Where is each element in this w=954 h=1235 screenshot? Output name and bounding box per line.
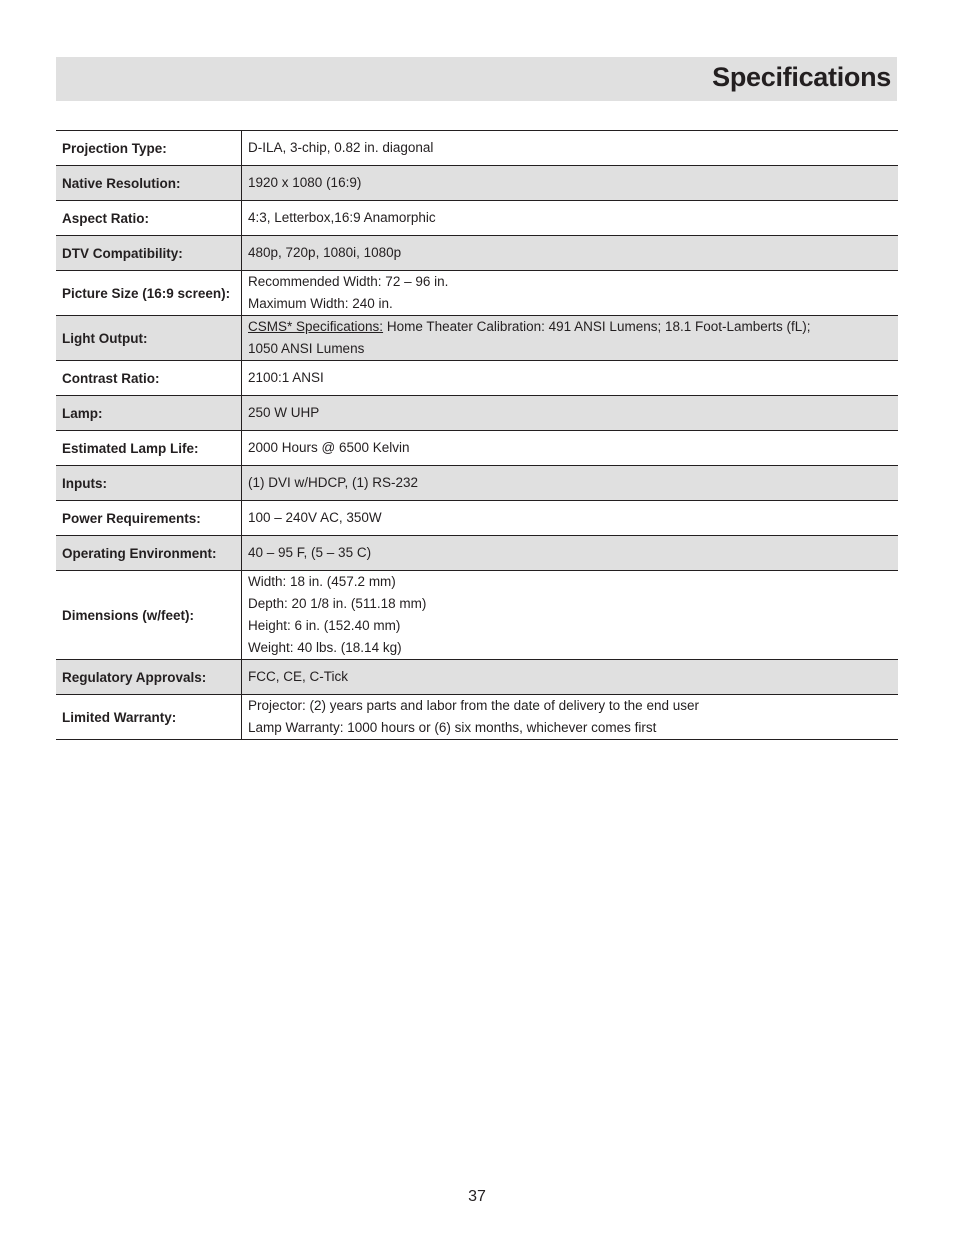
csms-specifications-label: CSMS* Specifications: — [248, 319, 384, 334]
spec-value-line: 2100:1 ANSI — [248, 370, 324, 385]
spec-value-line: 1050 ANSI Lumens — [248, 341, 365, 356]
spec-label: DTV Compatibility: — [56, 236, 242, 271]
spec-value — [242, 361, 899, 396]
spec-label: Operating Environment: — [56, 536, 242, 571]
table-row — [56, 431, 898, 466]
title-bar — [56, 57, 897, 101]
spec-value — [242, 201, 899, 236]
spec-value-line: Lamp Warranty: 1000 hours or (6) six months, whichever comes first — [248, 720, 657, 735]
spec-value — [242, 501, 899, 536]
specifications-table — [56, 130, 898, 740]
table-row — [56, 271, 898, 316]
table-row — [56, 660, 898, 695]
table-row — [56, 501, 898, 536]
table-row — [56, 466, 898, 501]
spec-value-line — [248, 316, 898, 338]
table-row — [56, 361, 898, 396]
spec-label: Light Output: — [56, 316, 242, 361]
spec-value-line: 100 – 240V AC, 350W — [248, 510, 382, 525]
spec-value-line: 40 – 95 F, (5 – 35 C) — [248, 545, 372, 560]
spec-value-line: Projector: (2) years parts and labor from the date of delivery to the end user — [248, 698, 699, 713]
spec-value — [242, 131, 899, 166]
table-row — [56, 571, 898, 660]
table-row — [56, 131, 898, 166]
spec-value — [242, 271, 899, 316]
spec-label: Power Requirements: — [56, 501, 242, 536]
spec-label: Regulatory Approvals: — [56, 660, 242, 695]
spec-value-line: (1) DVI w/HDCP, (1) RS-232 — [248, 475, 419, 490]
spec-label: Limited Warranty: — [56, 695, 242, 740]
table-row — [56, 166, 898, 201]
spec-value-line: Height: 6 in. (152.40 mm) — [248, 618, 401, 633]
table-row — [56, 695, 898, 740]
spec-value — [242, 571, 899, 660]
spec-value — [242, 396, 899, 431]
table-row — [56, 396, 898, 431]
table-row — [56, 536, 898, 571]
spec-value-line: 1920 x 1080 (16:9) — [248, 175, 362, 190]
spec-value-line: Width: 18 in. (457.2 mm) — [248, 574, 396, 589]
spec-label: Dimensions (w/feet): — [56, 571, 242, 660]
spec-value — [242, 536, 899, 571]
spec-label: Lamp: — [56, 396, 242, 431]
spec-value-line: 2000 Hours @ 6500 Kelvin — [248, 440, 410, 455]
table-row — [56, 316, 898, 361]
spec-value-line: 250 W UHP — [248, 405, 320, 420]
spec-value — [242, 166, 899, 201]
spec-value — [242, 695, 899, 740]
spec-value-line: Maximum Width: 240 in. — [248, 296, 393, 311]
spec-value-text: Home Theater Calibration: 491 ANSI Lumens; 18.1 Foot-Lamberts (fL); — [383, 319, 811, 334]
page-number: 37 — [468, 1188, 486, 1205]
spec-value-line: D-ILA, 3-chip, 0.82 in. diagonal — [248, 140, 434, 155]
spec-value — [242, 431, 899, 466]
spec-value — [242, 660, 899, 695]
spec-label: Projection Type: — [56, 131, 242, 166]
spec-value-line: 480p, 720p, 1080i, 1080p — [248, 245, 402, 260]
spec-value-line: Weight: 40 lbs. (18.14 kg) — [248, 640, 402, 655]
table-row — [56, 236, 898, 271]
spec-value-line: Depth: 20 1/8 in. (511.18 mm) — [248, 596, 427, 611]
spec-label: Contrast Ratio: — [56, 361, 242, 396]
spec-label: Estimated Lamp Life: — [56, 431, 242, 466]
spec-label: Inputs: — [56, 466, 242, 501]
spec-label: Aspect Ratio: — [56, 201, 242, 236]
spec-value-line: FCC, CE, C-Tick — [248, 669, 348, 684]
spec-value — [242, 236, 899, 271]
page-title: Specifications — [712, 62, 891, 92]
spec-value-line: Recommended Width: 72 – 96 in. — [248, 274, 449, 289]
spec-value-line: 4:3, Letterbox,16:9 Anamorphic — [248, 210, 436, 225]
spec-value — [242, 466, 899, 501]
spec-value — [242, 316, 899, 361]
spec-label: Native Resolution: — [56, 166, 242, 201]
table-row — [56, 201, 898, 236]
spec-label: Picture Size (16:9 screen): — [56, 271, 242, 316]
